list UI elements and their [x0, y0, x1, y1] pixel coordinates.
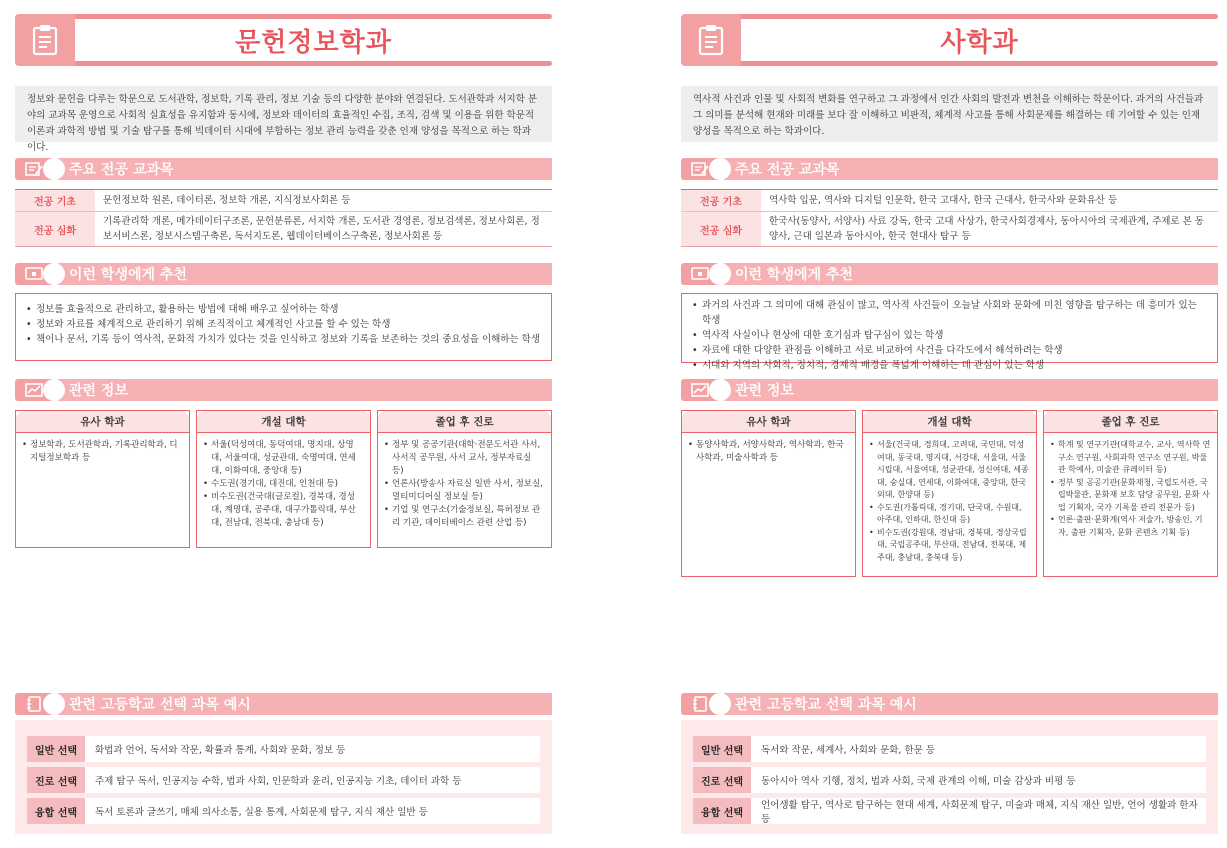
- list-item: • 정부 및 공공기관(문화재청, 국립도서관, 국립박물관, 문화재 보호 담당 공무원, 문화 사업 기획자, 국가 기록물 관리 전문가 등): [1050, 477, 1211, 515]
- list-item: • 역사적 사실이나 현상에 대한 호기심과 탐구심이 있는 학생: [692, 328, 1207, 343]
- row-header: 전공 심화: [15, 212, 95, 246]
- table-row: [15, 190, 552, 212]
- row-content: 문헌정보학 원론, 데이터론, 정보학 개론, 지식정보사회론 등: [103, 195, 351, 206]
- card-title: 졸업 후 진로: [1044, 411, 1217, 433]
- list-item: [693, 798, 1206, 824]
- curriculum-table: [15, 189, 552, 247]
- clipboard-icon: [681, 14, 741, 66]
- section-title: 주요 전공 교과목: [715, 158, 1218, 180]
- row-content: 독서 토론과 글쓰기, 매체 의사소통, 실용 통계, 사회문제 탐구, 지식 재산 일반 등: [85, 798, 540, 824]
- list-item: • 서울(건국대, 경희대, 고려대, 국민대, 덕성여대, 동국대, 명지대, 서강대, 서울대, 서울시립대, 서울여대, 성균관대, 성신여대, 세종대, 숭실대, 연세대, 이화여대, 중앙대, 한국외대, 한양대 등): [869, 439, 1030, 502]
- list-item: • 학계 및 연구기관(대학교수, 교사, 역사학 연구소 연구원, 사회과학 연구소 연구원, 박물관 학예사, 미술관 큐레이터 등): [1050, 439, 1211, 477]
- title-banner: [681, 14, 1218, 66]
- card-body: [682, 433, 855, 471]
- curriculum-table: [681, 189, 1218, 247]
- row-content: 화법과 언어, 독서와 작문, 확률과 통계, 사회와 문화, 정보 등: [85, 736, 540, 762]
- section-header-recommend: [681, 263, 1218, 285]
- card-title: 개설 대학: [197, 411, 370, 433]
- list-item: • 서울(덕성여대, 동덕여대, 명지대, 상명대, 서울여대, 성균관대, 숙명여대, 연세대, 이화여대, 중앙대 등): [203, 439, 364, 478]
- intro-text: 역사적 사건과 인물 및 사회적 변화를 연구하고 그 과정에서 인간 사회의 발전과 변천을 이해하는 학문이다. 과거의 사건들과 그 의미를 분석해 현재와 미래를 보다 잘 이해하고 비판적, 체계적 사고를 통해 사회문제를 해결하는 데 기여할 수 있는 인재 양성을 목적으로 하는 학과이다.: [681, 86, 1218, 142]
- list-item: [27, 767, 540, 793]
- info-card-universities: [196, 410, 371, 548]
- row-content: 한국사(동양사, 서양사) 사료 강독, 한국 고대 사상가, 한국사회경제사, 동아시아의 국제관계, 주제로 본 동양사, 근대 일본과 동아시아, 한국 현대사 탐구 등: [769, 216, 1205, 242]
- section-title: 관련 고등학교 선택 과목 예시: [49, 693, 552, 715]
- list-item: • 정보와 자료를 체계적으로 관리하기 위해 조직적이고 체계적인 사고를 할 수 있는 학생: [26, 317, 541, 332]
- list-item: • 동양사학과, 서양사학과, 역사학과, 한국사학과, 미술사학과 등: [688, 439, 849, 465]
- list-item: [27, 736, 540, 762]
- list-item: • 언론·출판·문화계(역사 저술가, 방송인, 기자, 출판 기획자, 문화 콘텐츠 기획 등): [1050, 514, 1211, 539]
- card-body: [1044, 433, 1217, 545]
- section-header-recommend: [15, 263, 552, 285]
- section-title: 이런 학생에게 추천: [715, 263, 1218, 285]
- info-card-similar: [15, 410, 190, 548]
- info-card-careers: [377, 410, 552, 548]
- list-item: • 정부 및 공공기관(대학·전문도서관 사서, 사서직 공무원, 사서 교사, 정부자료실 등): [384, 439, 545, 478]
- info-card-careers: [1043, 410, 1218, 577]
- page-title: 사학과: [940, 27, 1019, 58]
- left-page: [15, 0, 552, 848]
- table-row: [15, 212, 552, 246]
- section-title: 주요 전공 교과목: [49, 158, 552, 180]
- table-row: [681, 190, 1218, 212]
- row-header: 전공 심화: [681, 212, 761, 246]
- intro-text: 정보와 문헌을 다루는 학문으로 도서관학, 정보학, 기록 관리, 정보 기술 등의 다양한 분야와 연결된다. 도서관학과 서지학 분야의 교과목 운영으로 사회적 실효성을 유지함과 동시에, 정보와 데이터의 효율적인 수집, 조직, 검색 및 이용을 위한 학문적 이론과 과학적 방법 및 기술 탐구를 통해 빅데이터 시대에 부합하는 정보 관리 능력을 갖춘 인재 양성을 목적으로 하는 학과이다.: [15, 86, 552, 142]
- info-card-similar: [681, 410, 856, 577]
- card-title: 개설 대학: [863, 411, 1036, 433]
- card-body: [863, 433, 1036, 570]
- banner-stripe: [67, 61, 552, 66]
- card-body: [378, 433, 551, 536]
- section-title: 관련 정보: [715, 379, 1218, 401]
- row-content: 주제 탐구 독서, 인공지능 수학, 법과 사회, 인문학과 윤리, 인공지능 기초, 데이터 과학 등: [85, 767, 540, 793]
- section-header-info: [15, 379, 552, 401]
- highschool-box: [681, 720, 1218, 834]
- list-item: • 자료에 대한 다양한 관점을 이해하고 서로 비교하여 사건을 다각도에서 해석하려는 학생: [692, 343, 1207, 358]
- section-header-highschool: [681, 693, 1218, 715]
- row-header: 전공 기초: [15, 190, 95, 211]
- section-title: 관련 정보: [49, 379, 552, 401]
- recommend-box: [681, 293, 1218, 371]
- row-content: 언어생활 탐구, 역사로 탐구하는 현대 세계, 사회문제 탐구, 미술과 매체, 지식 재산 일반, 언어 생활과 한자 등: [751, 798, 1206, 824]
- list-item: • 언론사(방송사 자료실 일반 사서, 정보실, 멀티미디어실 정보실 등): [384, 478, 545, 504]
- list-item: • 책이나 문서, 기록 등이 역사적, 문화적 가치가 있다는 것을 인식하고 정보와 기록을 보존하는 것의 중요성을 이해하는 학생: [26, 332, 541, 347]
- row-header: 진로 선택: [693, 767, 751, 793]
- section-title: 관련 고등학교 선택 과목 예시: [715, 693, 1218, 715]
- list-item: [27, 798, 540, 824]
- row-header: 진로 선택: [27, 767, 85, 793]
- section-header-major: [681, 158, 1218, 180]
- list-item: • 과거의 사건과 그 의미에 대해 관심이 많고, 역사적 사건들이 오늘날 사회와 문화에 미친 영향을 탐구하는 데 흥미가 있는 학생: [692, 298, 1207, 328]
- section-header-highschool: [15, 693, 552, 715]
- section-title: 이런 학생에게 추천: [49, 263, 552, 285]
- banner-stripe: [733, 61, 1218, 66]
- info-cards: [15, 410, 552, 548]
- card-title: 졸업 후 진로: [378, 411, 551, 433]
- card-title: 유사 학과: [16, 411, 189, 433]
- list-item: [693, 736, 1206, 762]
- title-banner: [15, 14, 552, 66]
- row-content: 독서와 작문, 세계사, 사회와 문화, 한문 등: [751, 736, 1206, 762]
- row-header: 융합 선택: [27, 798, 85, 824]
- right-page: [681, 0, 1218, 848]
- row-header: 일반 선택: [693, 736, 751, 762]
- highschool-box: [15, 720, 552, 834]
- page-title: 문헌정보학과: [235, 27, 392, 58]
- list-item: • 정보를 효율적으로 관리하고, 활용하는 방법에 대해 배우고 싶어하는 학생: [26, 302, 541, 317]
- list-item: • 비수도권(건국대(글로컬), 경북대, 경성대, 계명대, 공주대, 대구가톨릭대, 부산대, 전남대, 전북대, 충남대 등): [203, 491, 364, 530]
- row-content: 동아시아 역사 기행, 정치, 법과 사회, 국제 관계의 이해, 미술 감상과 비평 등: [751, 767, 1206, 793]
- section-header-info: [681, 379, 1218, 401]
- list-item: • 비수도권(강원대, 경남대, 경북대, 경상국립대, 국립공주대, 부산대, 전남대, 전북대, 제주대, 충남대, 충북대 등): [869, 527, 1030, 565]
- row-header: 전공 기초: [681, 190, 761, 211]
- list-item: • 시대와 지역의 사회적, 정치적, 경제적 배경을 폭넓게 이해하는 데 관심이 있는 학생: [692, 358, 1207, 373]
- section-header-major: [15, 158, 552, 180]
- list-item: • 수도권(가톨릭대, 경기대, 단국대, 수원대, 아주대, 인하대, 한신대 등): [869, 502, 1030, 527]
- info-cards: [681, 410, 1218, 577]
- list-item: • 기업 및 연구소(기술정보실, 특허정보 관리 기관, 데이터베이스 관련 산업 등): [384, 504, 545, 530]
- clipboard-icon: [15, 14, 75, 66]
- card-body: [16, 433, 189, 471]
- table-row: [681, 212, 1218, 246]
- card-title: 유사 학과: [682, 411, 855, 433]
- list-item: • 정보학과, 도서관학과, 기록관리학과, 디지털정보학과 등: [22, 439, 183, 465]
- recommend-box: [15, 293, 552, 361]
- info-card-universities: [862, 410, 1037, 577]
- list-item: • 수도권(경기대, 대진대, 인천대 등): [203, 478, 364, 491]
- row-header: 일반 선택: [27, 736, 85, 762]
- card-body: [197, 433, 370, 536]
- row-header: 융합 선택: [693, 798, 751, 824]
- row-content: 기록관리학 개론, 메가데이터구조론, 문헌분류론, 서지학 개론, 도서관 경영론, 정보검색론, 정보사회론, 정보서비스론, 정보시스템구축론, 독서지도론, 웹데이터베이스구축론, 정보사회론 등: [103, 216, 540, 242]
- list-item: [693, 767, 1206, 793]
- row-content: 역사학 입문, 역사와 디지털 인문학, 한국 고대사, 한국 근대사, 한국사와 문화유산 등: [769, 195, 1118, 206]
